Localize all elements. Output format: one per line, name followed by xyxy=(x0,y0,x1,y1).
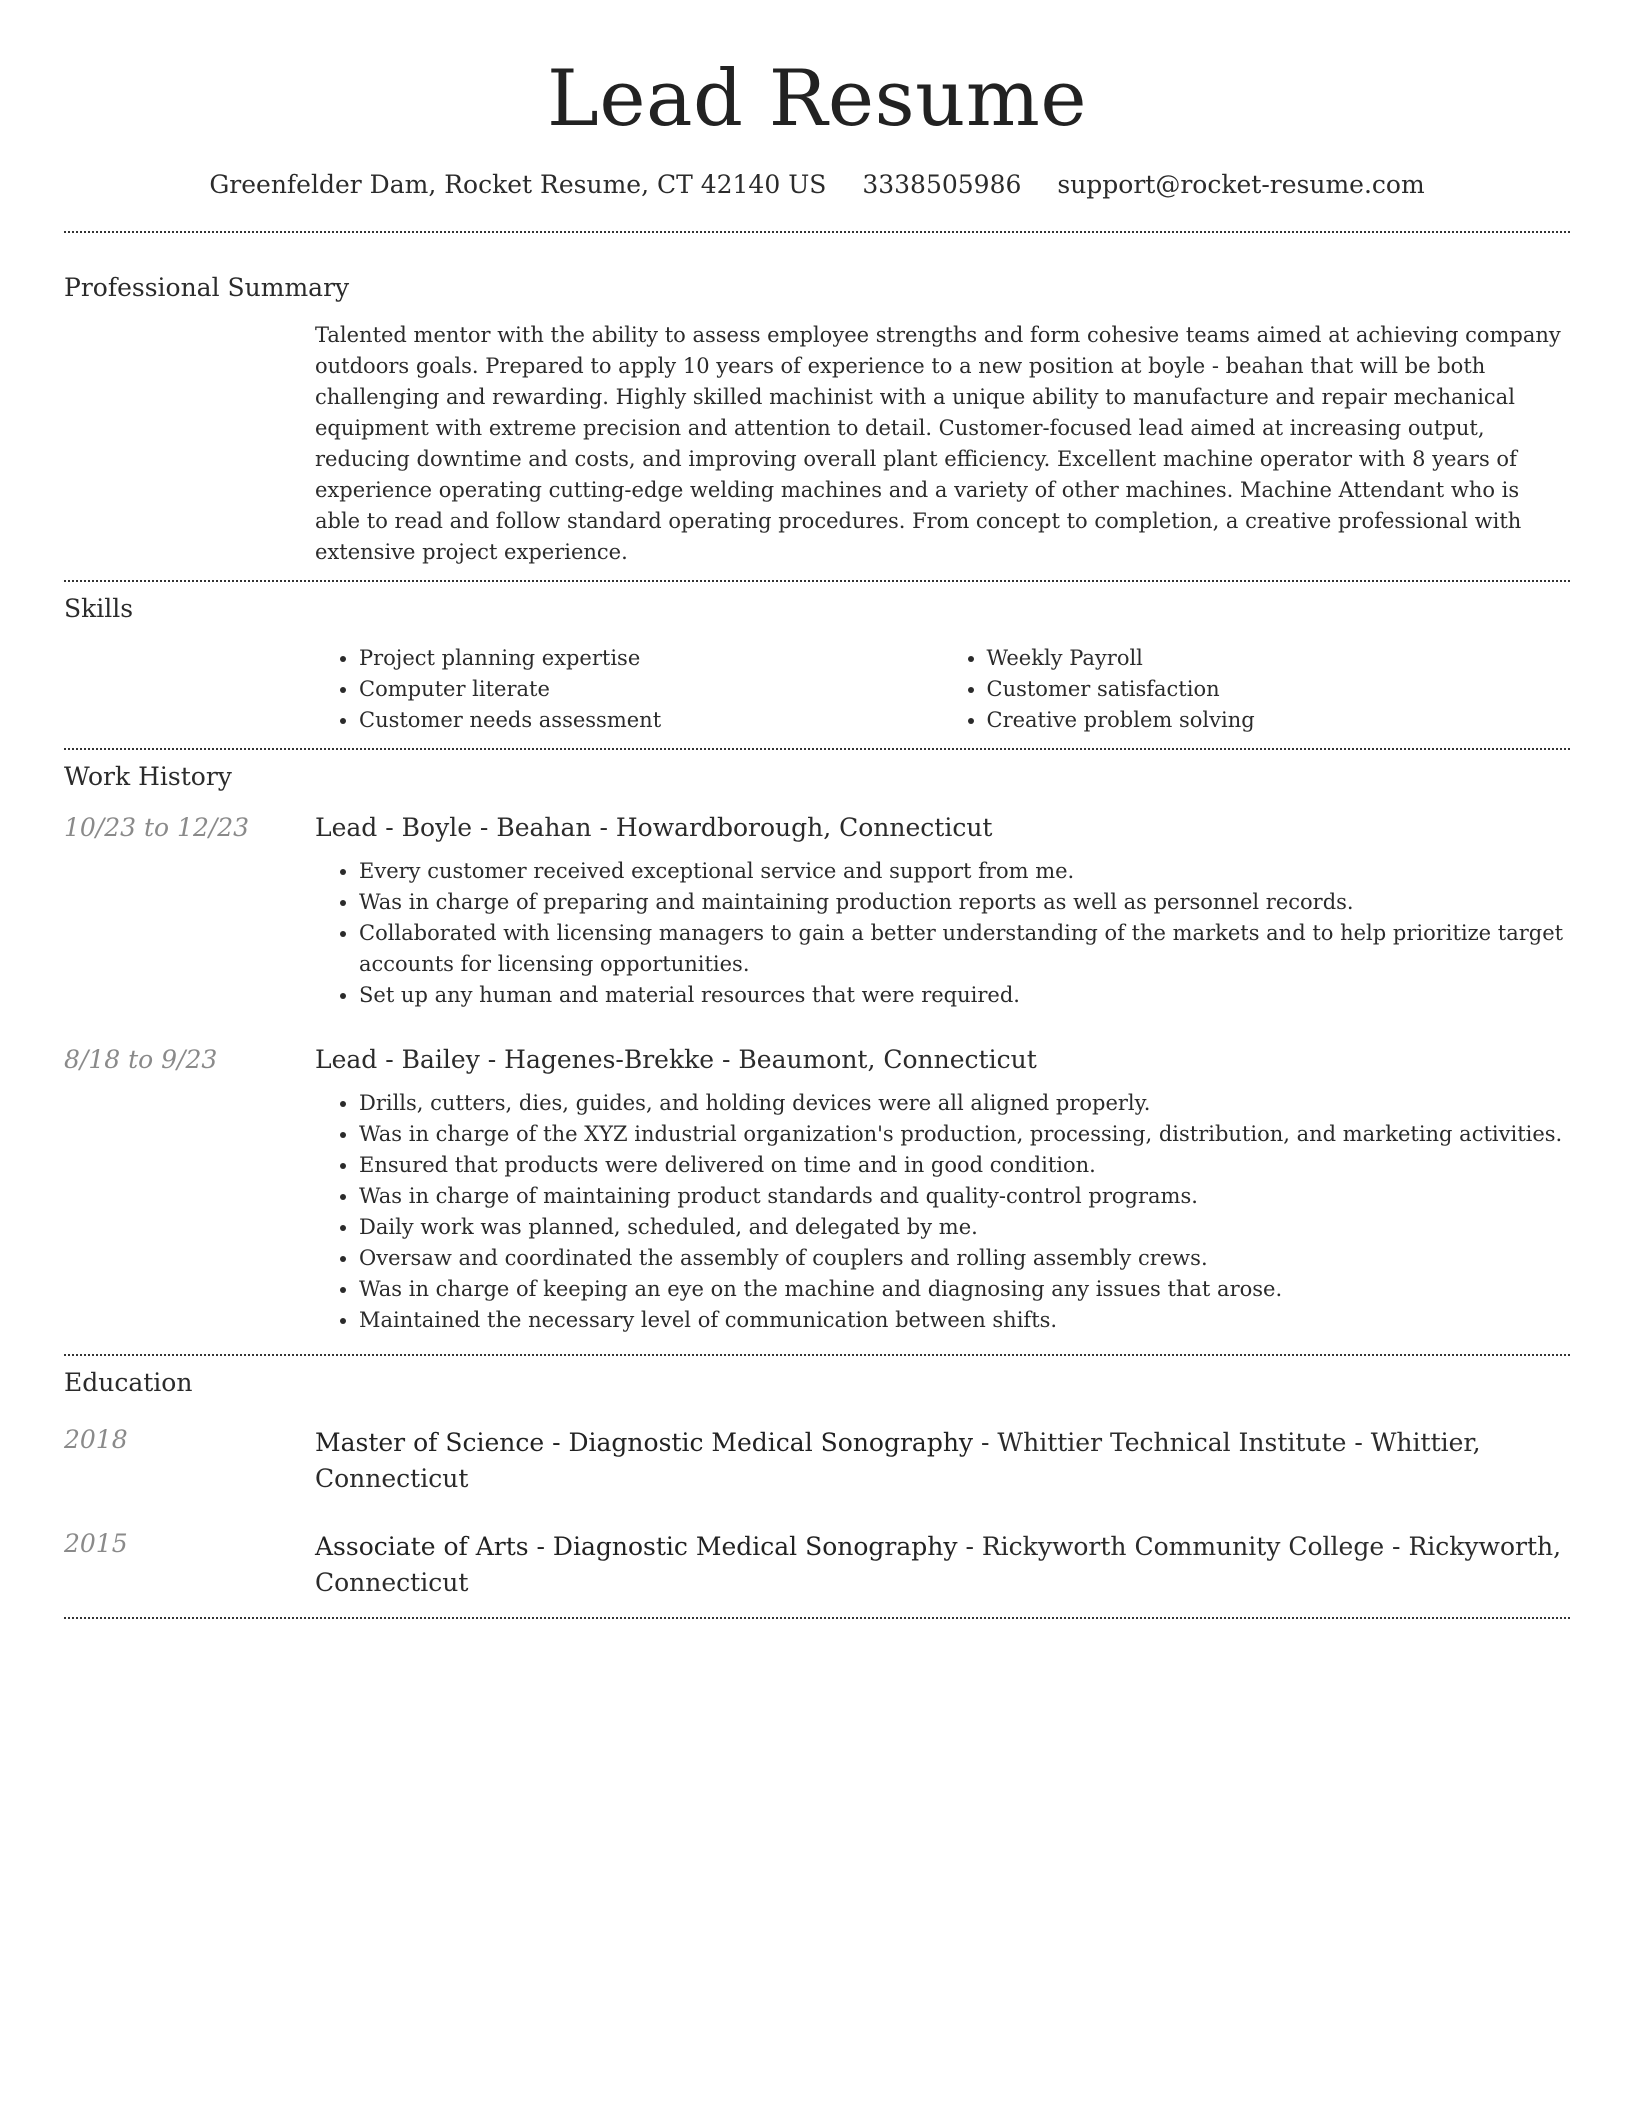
job-entry xyxy=(64,813,1570,1011)
education-school: - Rickyworth Community College - Rickyworth, Connecticut xyxy=(315,1532,1562,1597)
skill-item: • Customer needs assessment xyxy=(359,705,943,736)
skill-item: • Project planning expertise xyxy=(359,643,943,674)
list-item: • Set up any human and material resources that were required. xyxy=(359,980,1570,1011)
summary-section xyxy=(64,273,1570,568)
skills-list-right xyxy=(943,643,1571,736)
job-bullets xyxy=(315,856,1570,1011)
education-section xyxy=(64,1368,1570,1601)
resume-name: Lead Resume xyxy=(547,54,1087,144)
divider xyxy=(64,1354,1570,1356)
skill-item: • Weekly Payroll xyxy=(987,643,1571,674)
job-body xyxy=(315,1045,1570,1336)
skill-item: • Computer literate xyxy=(359,674,943,705)
list-item: • Ensured that products were delivered on time and in good condition. xyxy=(359,1150,1570,1181)
list-item: • Was in charge of preparing and maintaining production reports as well as personnel records. xyxy=(359,887,1570,918)
education-body xyxy=(315,1529,1570,1601)
job-dates: 8/18 to 9/23 xyxy=(64,1045,218,1074)
contact-phone: 3338505986 xyxy=(862,170,1022,199)
list-item: • Daily work was planned, scheduled, and delegated by me. xyxy=(359,1212,1570,1243)
divider xyxy=(64,231,1570,233)
list-item: • Maintained the necessary level of communication between shifts. xyxy=(359,1305,1570,1336)
contact-address: Greenfelder Dam, Rocket Resume, CT 42140 US xyxy=(209,170,827,199)
skill-item: • Creative problem solving xyxy=(987,705,1571,736)
contact-email[interactable]: support@rocket-resume.com xyxy=(1057,170,1425,199)
job-title: Lead - Boyle - Beahan - Howardborough, Connecticut xyxy=(315,813,993,842)
summary-text: Talented mentor with the ability to assess employee strengths and form cohesive teams aimed at achieving company outdoors goals. Prepared to apply 10 years of experience to a new position at boyle - beahan that will be both challenging and rewarding. Highly skilled machinist with a unique ability to manufacture and repair mechanical equipment with extreme precision and attention to detail. Customer-focused lead aimed at increasing output, reducing downtime and costs, and improving overall plant efficiency. Excellent machine operator with 8 years of experience operating cutting-edge welding machines and a variety of other machines. Machine Attendant who is able to read and follow standard operating procedures. From concept to completion, a creative professional with extensive project experience. xyxy=(315,323,1561,564)
list-item: • Was in charge of keeping an eye on the machine and diagnosing any issues that arose. xyxy=(359,1274,1570,1305)
skills-grid xyxy=(315,643,1570,736)
divider xyxy=(64,1617,1570,1619)
education-entry xyxy=(64,1529,1570,1601)
skills-title: Skills xyxy=(64,594,134,623)
resume-page xyxy=(64,0,1570,1619)
job-body xyxy=(315,813,1570,1011)
list-item: • Oversaw and coordinated the assembly of couplers and rolling assembly crews. xyxy=(359,1243,1570,1274)
summary-content xyxy=(315,320,1570,568)
list-item: • Drills, cutters, dies, guides, and holding devices were all aligned properly. xyxy=(359,1088,1570,1119)
education-school: - Whittier Technical Institute - Whittier, Connecticut xyxy=(315,1428,1481,1493)
job-bullets xyxy=(315,1088,1570,1336)
education-year: 2015 xyxy=(64,1529,128,1558)
education-body xyxy=(315,1425,1570,1497)
work-title: Work History xyxy=(64,762,232,791)
list-item: • Was in charge of the XYZ industrial organization's production, processing, distribution, and marketing activities. xyxy=(359,1119,1570,1150)
education-year: 2018 xyxy=(64,1425,128,1454)
job-entry xyxy=(64,1045,1570,1336)
education-title: Education xyxy=(64,1368,193,1397)
work-section xyxy=(64,762,1570,1336)
list-item: • Collaborated with licensing managers to gain a better understanding of the markets and to help prioritize target accounts for licensing opportunities. xyxy=(359,918,1570,980)
skills-section xyxy=(64,594,1570,736)
summary-title: Professional Summary xyxy=(64,273,350,302)
skills-list-left xyxy=(315,643,943,736)
education-degree: Associate of Arts - Diagnostic Medical Sonography xyxy=(315,1532,958,1561)
divider xyxy=(64,580,1570,582)
education-degree: Master of Science - Diagnostic Medical Sonography xyxy=(315,1428,974,1457)
job-dates: 10/23 to 12/23 xyxy=(64,813,250,842)
skill-item: • Customer satisfaction xyxy=(987,674,1571,705)
education-entry xyxy=(64,1425,1570,1497)
contact-line xyxy=(64,170,1570,199)
list-item: • Every customer received exceptional service and support from me. xyxy=(359,856,1570,887)
list-item: • Was in charge of maintaining product standards and quality-control programs. xyxy=(359,1181,1570,1212)
job-title: Lead - Bailey - Hagenes-Brekke - Beaumont, Connecticut xyxy=(315,1045,1037,1074)
divider xyxy=(64,748,1570,750)
